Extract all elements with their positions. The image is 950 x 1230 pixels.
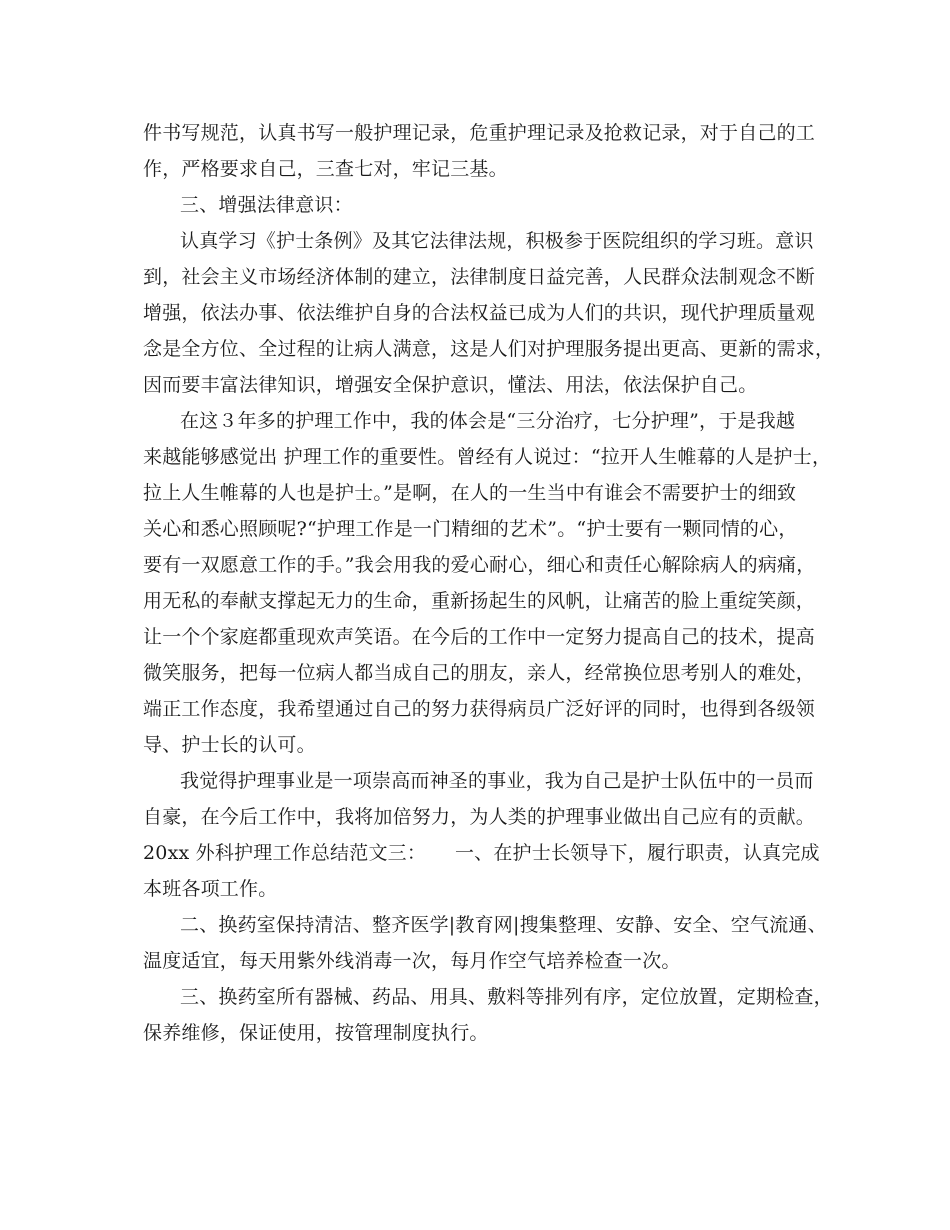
text-line: 自豪，在今后工作中，我将加倍努力，为人类的护理事业做出自己应有的贡献。 bbox=[143, 806, 816, 828]
text-line: 在这３年多的护理工作中，我的体会是“三分治疗，七分护理”，于是我越 bbox=[180, 410, 796, 432]
text-line: 拉上人生帷幕的人也是护士。”是啊，在人的一生当中有谁会不需要护士的细致 bbox=[143, 482, 797, 504]
text-line: 端正工作态度，我希望通过自己的努力获得病员广泛好评的同时，也得到各级领 bbox=[143, 698, 816, 720]
text-line: 来越能够感觉出 护理工作的重要性。曾经有人说过：“拉开人生帷幕的人是护士， bbox=[143, 446, 832, 468]
text-line: 念是全方位、全过程的让病人满意，这是人们对护理服务提出更高、更新的需求， bbox=[143, 338, 835, 360]
text-line: 用无私的奉献支撑起无力的生命，重新扬起生的风帆，让痛苦的脸上重绽笑颜， bbox=[143, 590, 816, 612]
text-line: 二、换药室保持清洁、整齐医学|教育网|搜集整理、安静、安全、空气流通、 bbox=[180, 914, 827, 936]
text-line: 增强，依法办事、依法维护自身的合法权益已成为人们的共识，现代护理质量观 bbox=[143, 302, 816, 324]
text-line: 三、换药室所有器械、药品、用具、敷料等排列有序，定位放置，定期检查， bbox=[180, 986, 833, 1008]
text-line: 到，社会主义市场经济体制的建立，法律制度日益完善，人民群众法制观念不断 bbox=[143, 266, 816, 288]
text-line: 保养维修，保证使用，按管理制度执行。 bbox=[143, 1022, 489, 1044]
text-line: 导、护士长的认可。 bbox=[143, 734, 316, 756]
text-line: 作，严格要求自己，三查七对，牢记三基。 bbox=[143, 158, 508, 180]
text-line: 件书写规范，认真书写一般护理记录，危重护理记录及抢救记录，对于自己的工 bbox=[143, 122, 816, 144]
section-heading: 三、增强法律意识： bbox=[180, 194, 353, 216]
text-line: 20xx 外科护理工作总结范文三： 一、在护士长领导下，履行职责，认真完成 bbox=[143, 842, 820, 864]
text-line: 关心和悉心照顾呢?“护理工作是一门精细的艺术”。“护士要有一颗同情的心， bbox=[143, 518, 798, 540]
text-line: 微笑服务，把每一位病人都当成自己的朋友，亲人，经常换位思考别人的难处， bbox=[143, 662, 816, 684]
text-line: 我觉得护理事业是一项崇高而神圣的事业，我为自己是护士队伍中的一员而 bbox=[180, 770, 814, 792]
text-line: 因而要丰富法律知识，增强安全保护意识，懂法、用法，依法保护自己。 bbox=[143, 374, 758, 396]
text-line: 要有一双愿意工作的手。”我会用我的爱心耐心，细心和责任心解除病人的病痛， bbox=[143, 554, 816, 576]
text-line: 认真学习《护士条例》及其它法律法规，积极参于医院组织的学习班。意识 bbox=[180, 230, 814, 252]
text-line: 让一个个家庭都重现欢声笑语。在今后的工作中一定努力提高自己的技术，提高 bbox=[143, 626, 816, 648]
text-line: 温度适宜，每天用紫外线消毒一次，每月作空气培养检查一次。 bbox=[143, 950, 681, 972]
text-line: 本班各项工作。 bbox=[143, 878, 278, 900]
